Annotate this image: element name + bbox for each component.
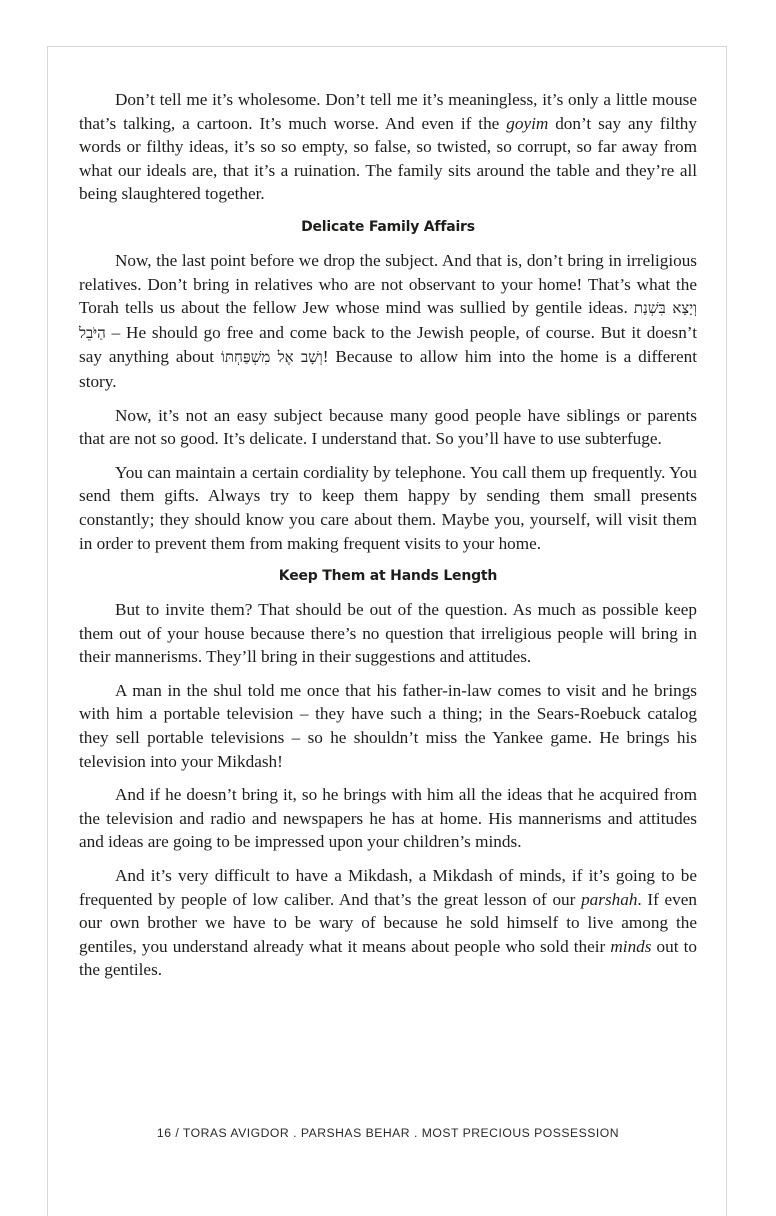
paragraph <box>79 88 697 206</box>
hebrew-phrase: וְשָׁב אֶל מִשְׁפַּחְתּוֹ <box>221 348 323 367</box>
paragraph <box>79 679 697 773</box>
section-heading: Keep Them at Hands Length <box>278 568 498 585</box>
text-run: . If even our own brother we have to be wary of because he sold himself to live among the gentiles, you understand already what it means about people who sold their <box>79 889 697 956</box>
hebrew-phrase: וְיָצָא בִּשְׁנַת הַיֹּבֵל <box>79 299 697 342</box>
page-content <box>79 88 697 992</box>
text-run: don’t say any filthy words or filthy ideas, it’s so so empty, so false, so twisted, so corrupt, so far away from what our ideals are, that it’s a ruination. The family sits around the table and they’re all being slaughtered together. <box>79 113 697 204</box>
text-run: But to invite them? That should be out of the question. As much as possible keep them out of your house because there’s no question that irreligious people will bring in their mannerisms. They’ll bring in their suggestions and attitudes. <box>79 600 697 667</box>
italic-text: minds <box>610 936 652 956</box>
text-run: A man in the shul told me once that his father-in-law comes to visit and he brings with him a portable television – they have such a thing; in the Sears-Roebuck catalog they sell portable televisions – so he shouldn’t miss the Yankee game. He brings his television into your Mikdash! <box>79 680 697 771</box>
paragraph <box>79 783 697 854</box>
text-run: And it’s very difficult to have a Mikdash, a Mikdash of minds, if it’s going to be frequented by people of low caliber. And that’s the great lesson of our <box>79 866 697 909</box>
paragraph <box>79 404 697 451</box>
italic-text: parshah <box>581 889 638 909</box>
section-keep-them-at-hands-length <box>79 567 697 982</box>
section-heading: Delicate Family Affairs <box>301 218 475 235</box>
text-run: Don’t tell me it’s wholesome. Don’t tell me it’s meaningless, it’s only a little mouse that’s talking, a cartoon. It’s much worse. And even if the <box>79 90 697 133</box>
paragraph <box>79 864 697 982</box>
text-run: Now, it’s not an easy subject because many good people have siblings or parents that are not so good. It’s delicate. I understand that. So you’ll have to use subterfuge. <box>79 405 697 449</box>
text-run: You can maintain a certain cordiality by telephone. You call them up frequently. You send them gifts. Always try to keep them happy by sending them small presents constantly; they should know you care about them. Maybe you, yourself, will visit them in order to prevent them from making frequent visits to your home. <box>79 462 697 553</box>
paragraph <box>79 461 697 555</box>
text-run: out to the gentiles. <box>79 936 697 980</box>
page-footer: 16 / TORAS AVIGDOR . PARSHAS BEHAR . MOST PRECIOUS POSSESSION <box>156 1126 620 1140</box>
text-run: Now, the last point before we drop the subject. And that is, don’t bring in irreligious relatives. Don’t bring in relatives who are not observant to your home! That’s what the Torah tells us about the fellow Jew whose mind was sullied by gentile ideas. <box>79 250 697 318</box>
text-run: And if he doesn’t bring it, so he brings with him all the ideas that he acquired from the television and radio and newspapers he has at home. His mannerisms and attitudes and ideas are going to be impressed upon your children’s minds. <box>79 785 697 852</box>
paragraph <box>79 598 697 669</box>
text-run: – He should go free and come back to the Jewish people, of course. But it doesn’t say anything about <box>79 322 697 367</box>
section-intro <box>79 88 697 206</box>
section-delicate-family-affairs <box>79 218 697 555</box>
paragraph <box>79 249 697 394</box>
italic-text: goyim <box>506 113 549 133</box>
text-run: ! Because to allow him into the home is a different story. <box>79 347 697 391</box>
